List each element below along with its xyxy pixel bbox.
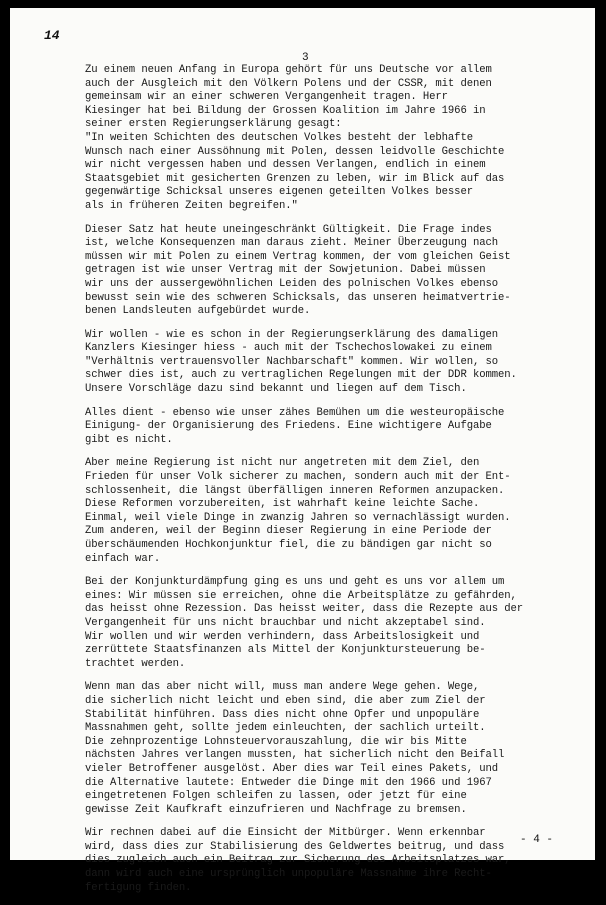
text-line: Vergangenheit für uns nicht brauchbar und nicht akzeptabel sind. — [85, 616, 486, 629]
text-line: trachtet werden. — [85, 657, 186, 670]
text-line: als in früheren Zeiten begreifen." — [85, 199, 298, 212]
handwritten-page-mark: 14 — [44, 28, 60, 43]
text-line: Massnahmen geht, sollte jedem einleuchten, der sachlich urteilt. — [85, 722, 486, 735]
text-line: Kanzlers Kiesinger hiess - auch mit der Tschechoslowakei zu einem — [85, 342, 492, 355]
text-line: Frieden für unser Volk sicherer zu machen, sondern auch mit der Ent- — [85, 471, 511, 484]
text-line: gewisse Zeit Kaufkraft einzufrieren und Nachfrage zu bremsen. — [85, 803, 467, 816]
paragraph — [85, 224, 590, 319]
text-line: ist, welche Konsequenzen man daraus zieht. Meiner Überzeugung nach — [85, 237, 498, 250]
page-number-top: 3 — [302, 52, 309, 64]
text-line: überschäumenden Hochkonjunktur fiel, die zu bändigen gar nicht so — [85, 539, 492, 551]
text-line: eines: Wir müssen sie erreichen, ohne die Arbeitsplätze zu gefährden, — [85, 589, 517, 602]
text-line: Staatsgebiet mit gesicherten Grenzen zu leben, wir im Blick auf das — [85, 172, 505, 185]
text-line: zerrüttete Staatsfinanzen als Mittel der Konjunktursteuerung be- — [85, 644, 486, 657]
text-line: einfach war. — [85, 552, 161, 565]
text-line: dies zugleich auch ein Beitrag zur Sicherung des Arbeitsplatzes war, — [85, 854, 511, 867]
text-line: nächsten Jahres verlangen mussten, hat sicherlich nicht den Beifall — [85, 749, 505, 762]
text-line: Stabilität hinführen. Dass dies nicht ohne Opfer und unpopuläre — [85, 708, 480, 721]
text-line: Wunsch nach einer Aussöhnung mit Polen, dessen leidvolle Geschichte — [85, 145, 505, 158]
text-line: Einigung- der Organisierung des Friedens. Eine wichtigere Aufgabe — [85, 420, 492, 433]
text-line: gegenwärtige Schicksal unseres eigenen geteilten Volkes besser — [85, 186, 473, 199]
text-line: Wir wollen - wie es schon in der Regierungserklärung des damaligen — [85, 328, 498, 341]
text-line: Diese Reformen vorzubereiten, ist wahrhaft keine leichte Sache. — [85, 498, 480, 511]
text-line: Zu einem neuen Anfang in Europa gehört für uns Deutsche vor allem — [85, 64, 492, 76]
text-line: fertigung finden. — [85, 881, 192, 894]
text-line: Die zehnprozentige Lohnsteuervorauszahlung, die wir bis Mitte — [85, 735, 467, 748]
text-line: eingetretenen Folgen schleifen zu lassen, oder jetzt für eine — [85, 790, 467, 803]
text-line: wird, dass dies zur Stabilisierung des Geldwertes beitrug, und dass — [85, 840, 505, 853]
text-line: Dieser Satz hat heute uneingeschränkt Gültigkeit. Die Frage indes — [85, 223, 492, 236]
text-line: bewusst sein wie des schweren Schicksals, das unseren heimatvertrie- — [85, 291, 511, 304]
text-line: dann wird auch eine ursprünglich unpopuläre Massnahme ihre Recht- — [85, 868, 492, 881]
text-line: Einmal, weil viele Dinge in zwanzig Jahren so vernachlässigt wurden. — [85, 511, 511, 524]
text-line: gibt es nicht. — [85, 433, 173, 446]
text-line: müssen wir mit Polen zu einem Vertrag kommen, der vom gleichen Geist — [85, 250, 511, 263]
text-line: vieler Betroffener ausgelöst. Aber dies war Teil eines Pakets, und — [85, 762, 498, 775]
text-line: Zum anderen, weil der Beginn dieser Regierung in eine Periode der — [85, 525, 492, 538]
paragraph — [85, 329, 590, 397]
text-line: "Verhältnis vertrauensvoller Nachbarschaft" kommen. Wir wollen, so — [85, 355, 498, 368]
paragraph — [85, 457, 590, 566]
text-line: "In weiten Schichten des deutschen Volkes besteht der lebhafte — [85, 131, 473, 144]
paragraph — [85, 576, 590, 671]
text-line: Wir wollen und wir werden verhindern, dass Arbeitslosigkeit und — [85, 630, 480, 643]
text-line: auch der Ausgleich mit den Völkern Polens und der CSSR, mit denen — [85, 77, 492, 90]
text-line: Bei der Konjunkturdämpfung ging es uns und geht es uns vor allem um — [85, 576, 505, 589]
text-line: Unsere Vorschläge dazu sind bekannt und liegen auf dem Tisch. — [85, 383, 467, 396]
text-line: Alles dient - ebenso wie unser zähes Bemühen um die westeuropäische — [85, 406, 505, 419]
text-line: gemeinsam wir an einer schweren Vergangenheit tragen. Herr — [85, 91, 448, 104]
text-line: wir uns der aussergewöhnlichen Leiden des polnischen Volkes ebenso — [85, 277, 498, 290]
paragraph — [85, 681, 590, 817]
text-line: Aber meine Regierung ist nicht nur angetreten mit dem Ziel, den — [85, 457, 480, 470]
body-text — [85, 64, 590, 905]
text-line: Kiesinger hat bei Bildung der Grossen Koalition im Jahre 1966 in — [85, 104, 486, 117]
text-line: die Alternative lautete: Entweder die Dinge mit den 1966 und 1967 — [85, 776, 492, 789]
page-number-bottom: - 4 - — [520, 834, 554, 846]
text-line: schwer dies ist, auch zu vertraglichen Regelungen mit der DDR kommen. — [85, 369, 517, 382]
text-line: benen Landsleuten aufgebürdet wurde. — [85, 305, 311, 318]
paragraph — [85, 407, 590, 448]
text-line: wir nicht vergessen haben und dessen Verlangen, endlich in einem — [85, 159, 486, 172]
text-line: das heisst ohne Rezession. Das heisst weiter, dass die Rezepte aus der — [85, 603, 524, 616]
text-line: schlossenheit, die längst überfälligen inneren Reformen anzupacken. — [85, 484, 505, 497]
text-line: Wir rechnen dabei auf die Einsicht der Mitbürger. Wenn erkennbar — [85, 827, 486, 840]
paragraph — [85, 827, 590, 895]
text-line: seiner ersten Regierungserklärung gesagt: — [85, 118, 342, 131]
paragraph — [85, 64, 590, 214]
text-line: die sicherlich nicht leicht und eben sind, die aber zum Ziel der — [85, 694, 486, 707]
text-line: Wenn man das aber nicht will, muss man andere Wege gehen. Wege, — [85, 681, 480, 694]
document-page — [10, 8, 595, 894]
text-line: getragen ist wie unser Vertrag mit der Sowjetunion. Dabei müssen — [85, 264, 486, 277]
